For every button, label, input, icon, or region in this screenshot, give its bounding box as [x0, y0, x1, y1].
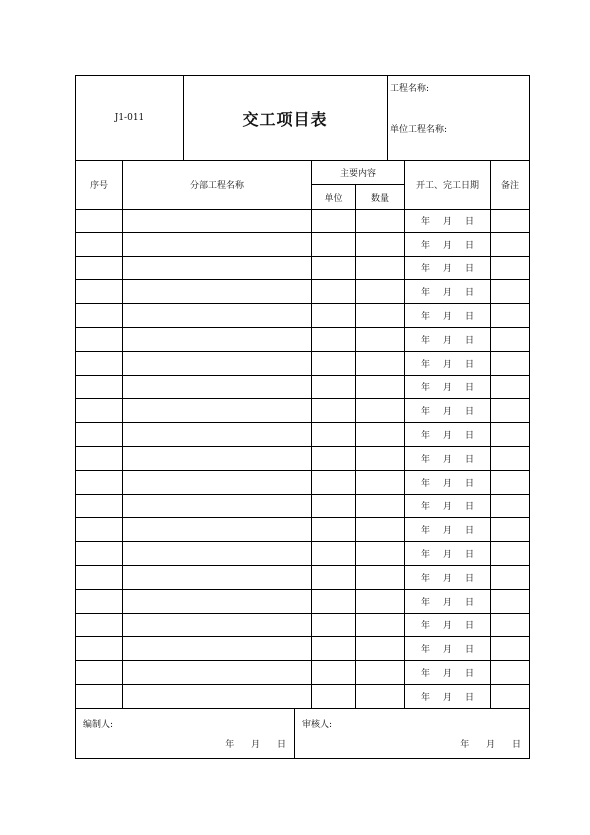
seq-cell[interactable]	[76, 590, 123, 613]
unit-cell[interactable]	[312, 376, 356, 399]
quantity-cell[interactable]	[356, 328, 405, 351]
dates-cell	[405, 471, 491, 494]
year-label: 年	[225, 740, 235, 750]
dates-cell	[405, 566, 491, 589]
year-label: 年	[420, 383, 430, 394]
form-code: J1-011	[76, 76, 184, 160]
remarks-cell[interactable]	[491, 376, 529, 399]
quantity-cell[interactable]	[356, 566, 405, 589]
table-row	[76, 376, 529, 400]
day-label: 日	[465, 216, 475, 227]
sub-project-name-cell[interactable]	[123, 209, 312, 232]
form-title: 交工项目表	[183, 76, 388, 160]
day-label: 日	[465, 478, 475, 489]
dates-cell	[405, 542, 491, 565]
unit-cell[interactable]	[312, 399, 356, 422]
unit-cell[interactable]	[312, 447, 356, 470]
sub-project-name-cell[interactable]	[123, 685, 312, 708]
dates-cell	[405, 376, 491, 399]
dates-cell	[405, 352, 491, 375]
year-label: 年	[420, 216, 430, 227]
compiler-label: 编制人:	[83, 720, 114, 730]
sub-project-name-cell[interactable]	[123, 566, 312, 589]
year-label: 年	[420, 312, 430, 323]
day-label: 日	[465, 288, 475, 299]
form-sheet	[75, 75, 530, 759]
day-label: 日	[276, 740, 286, 750]
year-label: 年	[420, 669, 430, 680]
remarks-cell[interactable]	[491, 685, 529, 708]
dates-cell	[405, 257, 491, 280]
table-row	[76, 447, 529, 471]
quantity-cell[interactable]	[356, 352, 405, 375]
col-main-content: 主要内容	[312, 160, 405, 185]
dates-cell	[405, 399, 491, 422]
unit-cell[interactable]	[312, 614, 356, 637]
month-label: 月	[442, 597, 452, 608]
table-row	[76, 471, 529, 495]
unit-cell[interactable]	[312, 495, 356, 518]
dates-cell	[405, 685, 491, 708]
unit-cell[interactable]	[312, 423, 356, 446]
remarks-cell[interactable]	[491, 447, 529, 470]
month-label: 月	[442, 264, 452, 275]
sub-project-name-cell[interactable]	[123, 257, 312, 280]
table-row	[76, 590, 529, 614]
table-row	[76, 209, 529, 233]
unit-cell[interactable]	[312, 661, 356, 684]
day-label: 日	[511, 740, 521, 750]
month-label: 月	[442, 526, 452, 537]
unit-cell[interactable]	[312, 352, 356, 375]
seq-cell[interactable]	[76, 352, 123, 375]
form-footer	[76, 709, 529, 758]
month-label: 月	[442, 359, 452, 370]
reviewer-cell	[295, 709, 529, 758]
table-row	[76, 233, 529, 257]
seq-cell[interactable]	[76, 304, 123, 327]
seq-cell[interactable]	[76, 280, 123, 303]
year-label: 年	[420, 431, 430, 442]
seq-cell[interactable]	[76, 376, 123, 399]
remarks-cell[interactable]	[491, 590, 529, 613]
col-remarks: 备注	[500, 181, 519, 191]
day-label: 日	[465, 692, 475, 703]
day-label: 日	[465, 312, 475, 323]
year-label: 年	[420, 288, 430, 299]
remarks-cell[interactable]	[491, 542, 529, 565]
table-row	[76, 542, 529, 566]
unit-cell[interactable]	[312, 542, 356, 565]
year-label: 年	[420, 359, 430, 370]
year-label: 年	[420, 550, 430, 561]
year-label: 年	[420, 621, 430, 632]
table-row	[76, 637, 529, 661]
seq-cell[interactable]	[76, 209, 123, 232]
table-row	[76, 257, 529, 281]
quantity-cell[interactable]	[356, 233, 405, 256]
col-quantity: 数量	[356, 185, 405, 209]
day-label: 日	[465, 502, 475, 513]
sub-project-name-cell[interactable]	[123, 280, 312, 303]
dates-cell	[405, 637, 491, 660]
remarks-cell[interactable]	[491, 233, 529, 256]
month-label: 月	[442, 335, 452, 346]
year-label: 年	[420, 264, 430, 275]
day-label: 日	[465, 573, 475, 584]
quantity-cell[interactable]	[356, 376, 405, 399]
sub-project-name-cell[interactable]	[123, 399, 312, 422]
seq-cell[interactable]	[76, 518, 123, 541]
year-label: 年	[420, 645, 430, 656]
seq-cell[interactable]	[76, 447, 123, 470]
remarks-cell[interactable]	[491, 209, 529, 232]
day-label: 日	[465, 359, 475, 370]
year-label: 年	[420, 573, 430, 584]
year-label: 年	[420, 478, 430, 489]
seq-cell[interactable]	[76, 423, 123, 446]
month-label: 月	[442, 240, 452, 251]
unit-cell[interactable]	[312, 280, 356, 303]
day-label: 日	[465, 454, 475, 465]
remarks-cell[interactable]	[491, 495, 529, 518]
quantity-cell[interactable]	[356, 614, 405, 637]
year-label: 年	[420, 692, 430, 703]
quantity-cell[interactable]	[356, 447, 405, 470]
remarks-cell[interactable]	[491, 614, 529, 637]
month-label: 月	[251, 740, 261, 750]
day-label: 日	[465, 597, 475, 608]
day-label: 日	[465, 669, 475, 680]
month-label: 月	[442, 431, 452, 442]
col-dates: 开工、完工日期	[405, 160, 491, 209]
col-seq: 序号	[76, 160, 123, 209]
sub-project-name-cell[interactable]	[123, 447, 312, 470]
column-header	[76, 160, 529, 210]
dates-cell	[405, 280, 491, 303]
reviewer-label: 审核人:	[302, 720, 333, 730]
seq-cell[interactable]	[76, 614, 123, 637]
dates-cell	[405, 233, 491, 256]
sub-project-name-cell[interactable]	[123, 614, 312, 637]
unit-cell[interactable]	[312, 304, 356, 327]
table-row	[76, 614, 529, 638]
sub-project-name-cell[interactable]	[123, 233, 312, 256]
remarks-cell[interactable]	[491, 304, 529, 327]
remarks-cell[interactable]	[491, 661, 529, 684]
table-row	[76, 328, 529, 352]
quantity-cell[interactable]	[356, 495, 405, 518]
seq-cell[interactable]	[76, 257, 123, 280]
day-label: 日	[465, 550, 475, 561]
sub-project-name-cell[interactable]	[123, 542, 312, 565]
col-sub-project-name: 分部工程名称	[123, 160, 312, 209]
sub-project-name-cell[interactable]	[123, 471, 312, 494]
year-label: 年	[420, 526, 430, 537]
remarks-cell[interactable]	[491, 328, 529, 351]
sub-project-name-cell[interactable]	[123, 590, 312, 613]
month-label: 月	[442, 288, 452, 299]
table-row	[76, 423, 529, 447]
table-row	[76, 352, 529, 376]
month-label: 月	[486, 740, 496, 750]
dates-cell	[405, 495, 491, 518]
month-label: 月	[442, 454, 452, 465]
form-header	[76, 76, 529, 161]
remarks-cell[interactable]	[491, 280, 529, 303]
unit-cell[interactable]	[312, 566, 356, 589]
month-label: 月	[442, 621, 452, 632]
unit-cell[interactable]	[312, 328, 356, 351]
unit-cell[interactable]	[312, 637, 356, 660]
month-label: 月	[442, 216, 452, 227]
dates-cell	[405, 209, 491, 232]
seq-cell[interactable]	[76, 233, 123, 256]
sub-project-name-cell[interactable]	[123, 328, 312, 351]
sub-project-name-cell[interactable]	[123, 376, 312, 399]
sub-project-name-cell[interactable]	[123, 661, 312, 684]
dates-cell	[405, 661, 491, 684]
quantity-cell[interactable]	[356, 518, 405, 541]
table-row	[76, 685, 529, 709]
sub-project-name-cell[interactable]	[123, 495, 312, 518]
table-row	[76, 661, 529, 685]
dates-cell	[405, 518, 491, 541]
table-row	[76, 495, 529, 519]
day-label: 日	[465, 621, 475, 632]
quantity-cell[interactable]	[356, 542, 405, 565]
month-label: 月	[442, 312, 452, 323]
day-label: 日	[465, 335, 475, 346]
sub-project-name-cell[interactable]	[123, 423, 312, 446]
unit-cell[interactable]	[312, 233, 356, 256]
month-label: 月	[442, 550, 452, 561]
table-row	[76, 304, 529, 328]
reviewer-date	[446, 737, 521, 750]
compiler-cell	[76, 709, 295, 758]
dates-cell	[405, 328, 491, 351]
quantity-cell[interactable]	[356, 209, 405, 232]
remarks-cell[interactable]	[491, 566, 529, 589]
dates-cell	[405, 304, 491, 327]
compiler-date	[211, 737, 286, 750]
seq-cell[interactable]	[76, 566, 123, 589]
year-label: 年	[420, 454, 430, 465]
quantity-cell[interactable]	[356, 637, 405, 660]
quantity-cell[interactable]	[356, 423, 405, 446]
remarks-cell[interactable]	[491, 352, 529, 375]
year-label: 年	[420, 240, 430, 251]
seq-cell[interactable]	[76, 471, 123, 494]
month-label: 月	[442, 573, 452, 584]
project-name-label: 工程名称:	[390, 84, 430, 94]
dates-cell	[405, 590, 491, 613]
unit-project-name-label: 单位工程名称:	[390, 125, 448, 135]
month-label: 月	[442, 383, 452, 394]
seq-cell[interactable]	[76, 685, 123, 708]
seq-cell[interactable]	[76, 637, 123, 660]
seq-cell[interactable]	[76, 399, 123, 422]
quantity-cell[interactable]	[356, 399, 405, 422]
quantity-cell[interactable]	[356, 471, 405, 494]
seq-cell[interactable]	[76, 328, 123, 351]
remarks-cell[interactable]	[491, 423, 529, 446]
seq-cell[interactable]	[76, 495, 123, 518]
quantity-cell[interactable]	[356, 257, 405, 280]
month-label: 月	[442, 669, 452, 680]
sub-project-name-cell[interactable]	[123, 352, 312, 375]
day-label: 日	[465, 645, 475, 656]
month-label: 月	[442, 692, 452, 703]
year-label: 年	[420, 407, 430, 418]
quantity-cell[interactable]	[356, 590, 405, 613]
year-label: 年	[460, 740, 470, 750]
unit-cell[interactable]	[312, 590, 356, 613]
day-label: 日	[465, 264, 475, 275]
dates-cell	[405, 447, 491, 470]
remarks-cell[interactable]	[491, 637, 529, 660]
dates-cell	[405, 423, 491, 446]
day-label: 日	[465, 526, 475, 537]
quantity-cell[interactable]	[356, 685, 405, 708]
seq-cell[interactable]	[76, 661, 123, 684]
unit-cell[interactable]	[312, 471, 356, 494]
table-row	[76, 566, 529, 590]
remarks-cell[interactable]	[491, 399, 529, 422]
quantity-cell[interactable]	[356, 304, 405, 327]
unit-cell[interactable]	[312, 685, 356, 708]
quantity-cell[interactable]	[356, 280, 405, 303]
table-row	[76, 280, 529, 304]
sub-project-name-cell[interactable]	[123, 518, 312, 541]
table-row	[76, 518, 529, 542]
day-label: 日	[465, 407, 475, 418]
col-unit: 单位	[312, 185, 356, 209]
year-label: 年	[420, 335, 430, 346]
seq-cell[interactable]	[76, 542, 123, 565]
unit-cell[interactable]	[312, 257, 356, 280]
remarks-cell[interactable]	[491, 471, 529, 494]
quantity-cell[interactable]	[356, 661, 405, 684]
day-label: 日	[465, 431, 475, 442]
remarks-cell[interactable]	[491, 518, 529, 541]
sub-project-name-cell[interactable]	[123, 637, 312, 660]
unit-cell[interactable]	[312, 209, 356, 232]
table-row	[76, 399, 529, 423]
year-label: 年	[420, 597, 430, 608]
remarks-cell[interactable]	[491, 257, 529, 280]
month-label: 月	[442, 645, 452, 656]
dates-cell	[405, 614, 491, 637]
table-body	[76, 209, 529, 709]
month-label: 月	[442, 502, 452, 513]
month-label: 月	[442, 407, 452, 418]
day-label: 日	[465, 240, 475, 251]
sub-project-name-cell[interactable]	[123, 304, 312, 327]
unit-cell[interactable]	[312, 518, 356, 541]
year-label: 年	[420, 502, 430, 513]
month-label: 月	[442, 478, 452, 489]
day-label: 日	[465, 383, 475, 394]
